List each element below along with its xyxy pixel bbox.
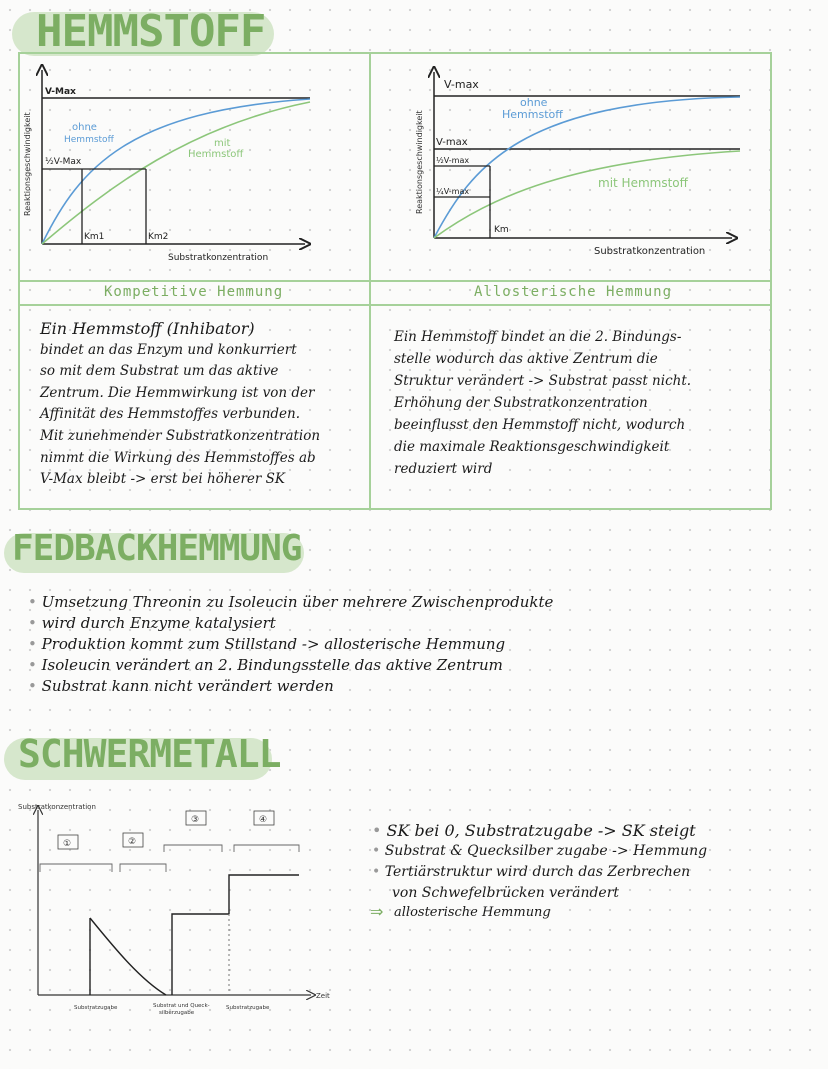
marker-3: ③ (191, 815, 200, 825)
text-line: Zentrum. Die Hemmwirkung ist von der (40, 384, 315, 401)
mit-label: mit Hemmstoff (598, 176, 688, 190)
heading-feedbackhemmung: FEDBACKHEMMUNG (12, 528, 302, 569)
heading-schwermetall: SCHWERMETALL (18, 732, 281, 776)
vmax-top-label: V-max (444, 78, 479, 91)
event-3: Substratzugabe (226, 1005, 270, 1011)
list-item: • Substrat kann nicht verändert werden (28, 676, 553, 697)
bracket-1 (40, 864, 112, 872)
event-2b: silberzugabe (159, 1010, 195, 1016)
x-axis-label: Zeit (316, 992, 330, 1000)
vmax-label: V-Max (45, 87, 76, 97)
marker-4: ④ (259, 815, 268, 825)
x-axis-label: Substratkonzentration (594, 246, 706, 257)
y-axis-label: Reaktionsgeschwindigkeit (23, 112, 32, 216)
curve-with-inhibitor (434, 151, 740, 238)
km-label: Km (494, 225, 509, 235)
list-item: • Tertiärstruktur wird durch das Zerbrechen (372, 862, 707, 883)
caption-competitive: Kompetitive Hemmung (104, 284, 284, 300)
text-line: Ein Hemmstoff (Inhibator) (40, 319, 255, 338)
text-line: so mit dem Substrat um das aktive (40, 363, 279, 380)
text-allosteric (394, 326, 691, 480)
event-1: Substratzugabe (74, 1005, 118, 1011)
text-line: nimmt die Wirkung des Hemmstoffes ab (40, 449, 316, 466)
vmax-mid-label: V-max (436, 137, 468, 148)
text-line: bindet an das Enzym und konkurriert (40, 341, 297, 358)
step-up-2 (229, 875, 299, 914)
heavy-metal-list-continuation: von Schwefelbrücken verändert (392, 885, 620, 901)
text-line: Erhöhung der Substratkonzentration (394, 395, 648, 411)
bracket-2 (120, 864, 166, 872)
text-line: Mit zunehmender Substratkonzentration (40, 427, 321, 444)
conclusion-arrow: ⇒ (370, 902, 384, 921)
list-item: • SK bei 0, Substratzugabe -> SK steigt (372, 820, 707, 841)
curve-without-inhibitor (434, 97, 740, 238)
table-divider-bottom (18, 304, 770, 306)
text-line: die maximale Reaktionsgeschwindigkeit (394, 439, 670, 455)
km2-label: Km2 (148, 232, 169, 242)
table-divider-top (18, 280, 770, 282)
text-line: Affinität des Hemmstoffes verbunden. (40, 406, 301, 423)
list-item: • wird durch Enzyme katalysiert (28, 613, 553, 634)
event-2: Substrat und Queck- (153, 1003, 210, 1009)
text-line: V-Max bleibt -> erst bei höherer SK (40, 471, 285, 488)
feedback-list (28, 592, 553, 697)
heavy-metal-conclusion: allosterische Hemmung (394, 905, 551, 920)
competitive-inhibition-graph (20, 56, 368, 278)
bracket-3 (164, 845, 222, 852)
y-axis-label: Substratkonzentration (18, 803, 96, 811)
marker-2: ② (128, 837, 137, 847)
ohne-label: ohne (520, 96, 548, 109)
list-item: • Produktion kommt zum Stillstand -> allosterische Hemmung (28, 634, 553, 655)
bracket-4 (234, 845, 299, 852)
list-item: • Substrat & Quecksilber zugabe -> Hemmung (372, 841, 707, 862)
quarter-vmax-label: ¼V-max (436, 187, 470, 196)
decay-curve (90, 918, 166, 995)
text-competitive (40, 318, 320, 491)
step-up-1 (172, 914, 229, 995)
text-line: Struktur verändert -> Substrat passt nicht. (394, 373, 692, 389)
heavy-metal-list (372, 820, 707, 883)
ohne-label-2: Hemmstoff (502, 108, 563, 121)
x-axis-label: Substratkonzentration (168, 253, 269, 263)
km1-label: Km1 (84, 232, 105, 242)
text-line: beeinflusst den Hemmstoff nicht, wodurch (394, 417, 686, 433)
ohne-label-2: Hemmstoff (64, 135, 114, 145)
y-axis-label: Reaktionsgeschwindigkeit (415, 110, 424, 214)
ohne-label: ohne (72, 122, 97, 133)
heading-hemmstoff: HEMMSTOFF (36, 6, 266, 57)
vmax-small-label: ½V-max (436, 156, 470, 165)
mit-label: mit (214, 138, 231, 149)
text-line: stelle wodurch das aktive Zentrum die (394, 351, 658, 367)
text-line: Ein Hemmstoff bindet an die 2. Bindungs- (394, 329, 682, 345)
half-vmax-label: ½V-Max (45, 157, 82, 167)
list-item: • Umsetzung Threonin zu Isoleucin über mehrere Zwischenprodukte (28, 592, 553, 613)
text-line: reduziert wird (394, 461, 493, 477)
caption-allosteric: Allosterische Hemmung (474, 284, 673, 300)
list-item: • Isoleucin verändert an 2. Bindungsstelle das aktive Zentrum (28, 655, 553, 676)
allosteric-inhibition-graph (372, 56, 766, 278)
mit-label-2: Hemmstoff (188, 149, 244, 160)
marker-1: ① (63, 839, 72, 849)
heavy-metal-graph (16, 800, 346, 1030)
